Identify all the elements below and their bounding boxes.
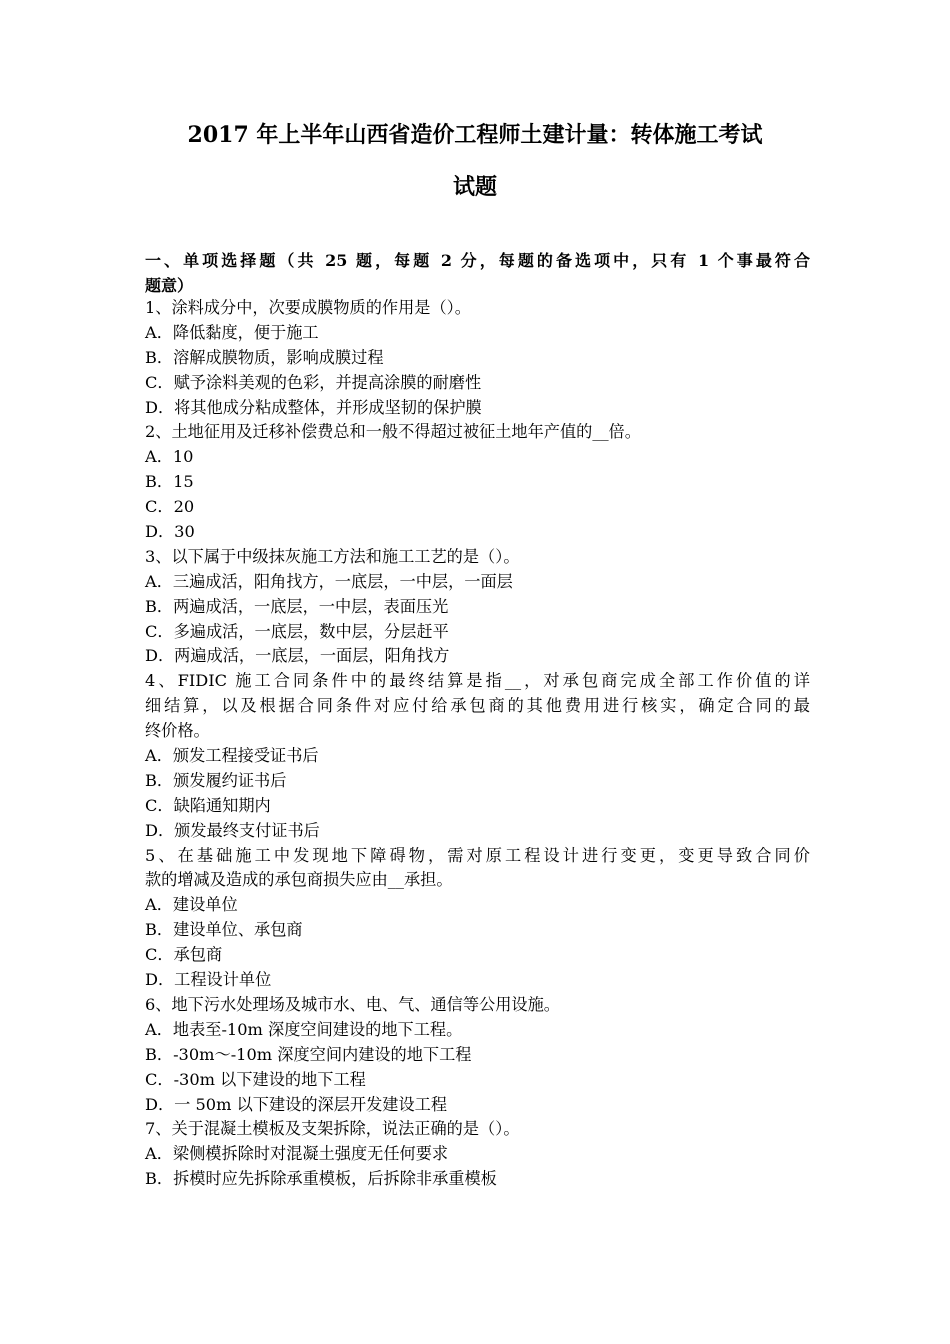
- answer-option: C．多遍成活，一底层，数中层，分层赶平: [145, 621, 449, 641]
- question-text: 2、土地征用及迁移补偿费总和一般不得超过被征土地年产值的__倍。: [145, 422, 641, 442]
- section-heading-line-2: 题意）: [145, 276, 194, 295]
- question-text: 3、以下属于中级抹灰施工方法和施工工艺的是（）。: [145, 546, 520, 566]
- answer-option: B．拆模时应先拆除承重模板，后拆除非承重模板: [145, 1169, 497, 1189]
- answer-option: A．颁发工程接受证书后: [145, 746, 319, 766]
- question-block: [145, 296, 810, 420]
- answer-option: C．承包商: [145, 945, 223, 965]
- question-block: [145, 1117, 810, 1192]
- answer-option: A．三遍成活，阳角找方，一底层，一中层，一面层: [145, 571, 513, 591]
- answer-option: A．降低黏度，便于施工: [145, 322, 319, 342]
- answer-option: C．-30m 以下建设的地下工程: [145, 1069, 366, 1089]
- question-block: [145, 669, 810, 843]
- question-text: 1、涂料成分中，次要成膜物质的作用是（）。: [145, 298, 471, 317]
- document-title-line-1: 2017 年上半年山西省造价工程师土建计量：转体施工考试: [187, 122, 763, 148]
- answer-option: D．将其他成分粘成整体，并形成坚韧的保护膜: [145, 397, 482, 417]
- section-heading-line-1: 一、单项选择题（共 25 题，每题 2 分，每题的备选项中，只有 1 个事最符合: [145, 251, 810, 270]
- question-text: 5、在基础施工中发现地下障碍物，需对原工程设计进行变更，变更导致合同价: [145, 845, 810, 865]
- answer-option: B．两遍成活，一底层，一中层，表面压光: [145, 596, 449, 616]
- answer-option: B．15: [145, 472, 194, 492]
- question-list: [145, 296, 810, 1192]
- question-text: 7、关于混凝土模板及支架拆除，说法正确的是（）。: [145, 1119, 520, 1139]
- question-text: 4、FIDIC 施工合同条件中的最终结算是指__，对承包商完成全部工作价值的详: [145, 671, 810, 691]
- answer-option: B．颁发履约证书后: [145, 770, 287, 790]
- answer-option: C．缺陷通知期内: [145, 795, 271, 815]
- answer-option: A．建设单位: [145, 895, 238, 915]
- question-block: [145, 993, 810, 1117]
- question-text: 款的增减及造成的承包商损失应由__承担。: [145, 870, 453, 890]
- answer-option: A．10: [145, 447, 194, 467]
- answer-option: D．两遍成活，一底层，一面层，阳角找方: [145, 646, 450, 666]
- answer-option: B．-30m～-10m 深度空间内建设的地下工程: [145, 1044, 472, 1064]
- question-text: 细结算，以及根据合同条件对应付给承包商的其他费用进行核实，确定合同的最: [145, 696, 810, 716]
- answer-option: D．颁发最终支付证书后: [145, 820, 320, 840]
- answer-option: C．20: [145, 497, 195, 517]
- answer-option: A．梁侧模拆除时对混凝土强度无任何要求: [145, 1144, 449, 1164]
- answer-option: B．建设单位、承包商: [145, 920, 303, 940]
- document-title-line-2: 试题: [452, 174, 497, 200]
- answer-option: A．地表至-10m 深度空间建设的地下工程。: [145, 1019, 463, 1039]
- question-text: 终价格。: [145, 721, 210, 741]
- answer-option: D．工程设计单位: [145, 970, 272, 990]
- answer-option: D．30: [145, 522, 195, 542]
- question-block: [145, 420, 810, 544]
- question-text: 6、地下污水处理场及城市水、电、气、通信等公用设施。: [145, 994, 560, 1014]
- answer-option: D．一 50m 以下建设的深层开发建设工程: [145, 1094, 448, 1114]
- question-block: [145, 844, 810, 993]
- answer-option: C．赋予涂料美观的色彩，并提高涂膜的耐磨性: [145, 372, 482, 392]
- section-heading: [145, 248, 810, 298]
- question-block: [145, 545, 810, 669]
- answer-option: B．溶解成膜物质，影响成膜过程: [145, 347, 384, 367]
